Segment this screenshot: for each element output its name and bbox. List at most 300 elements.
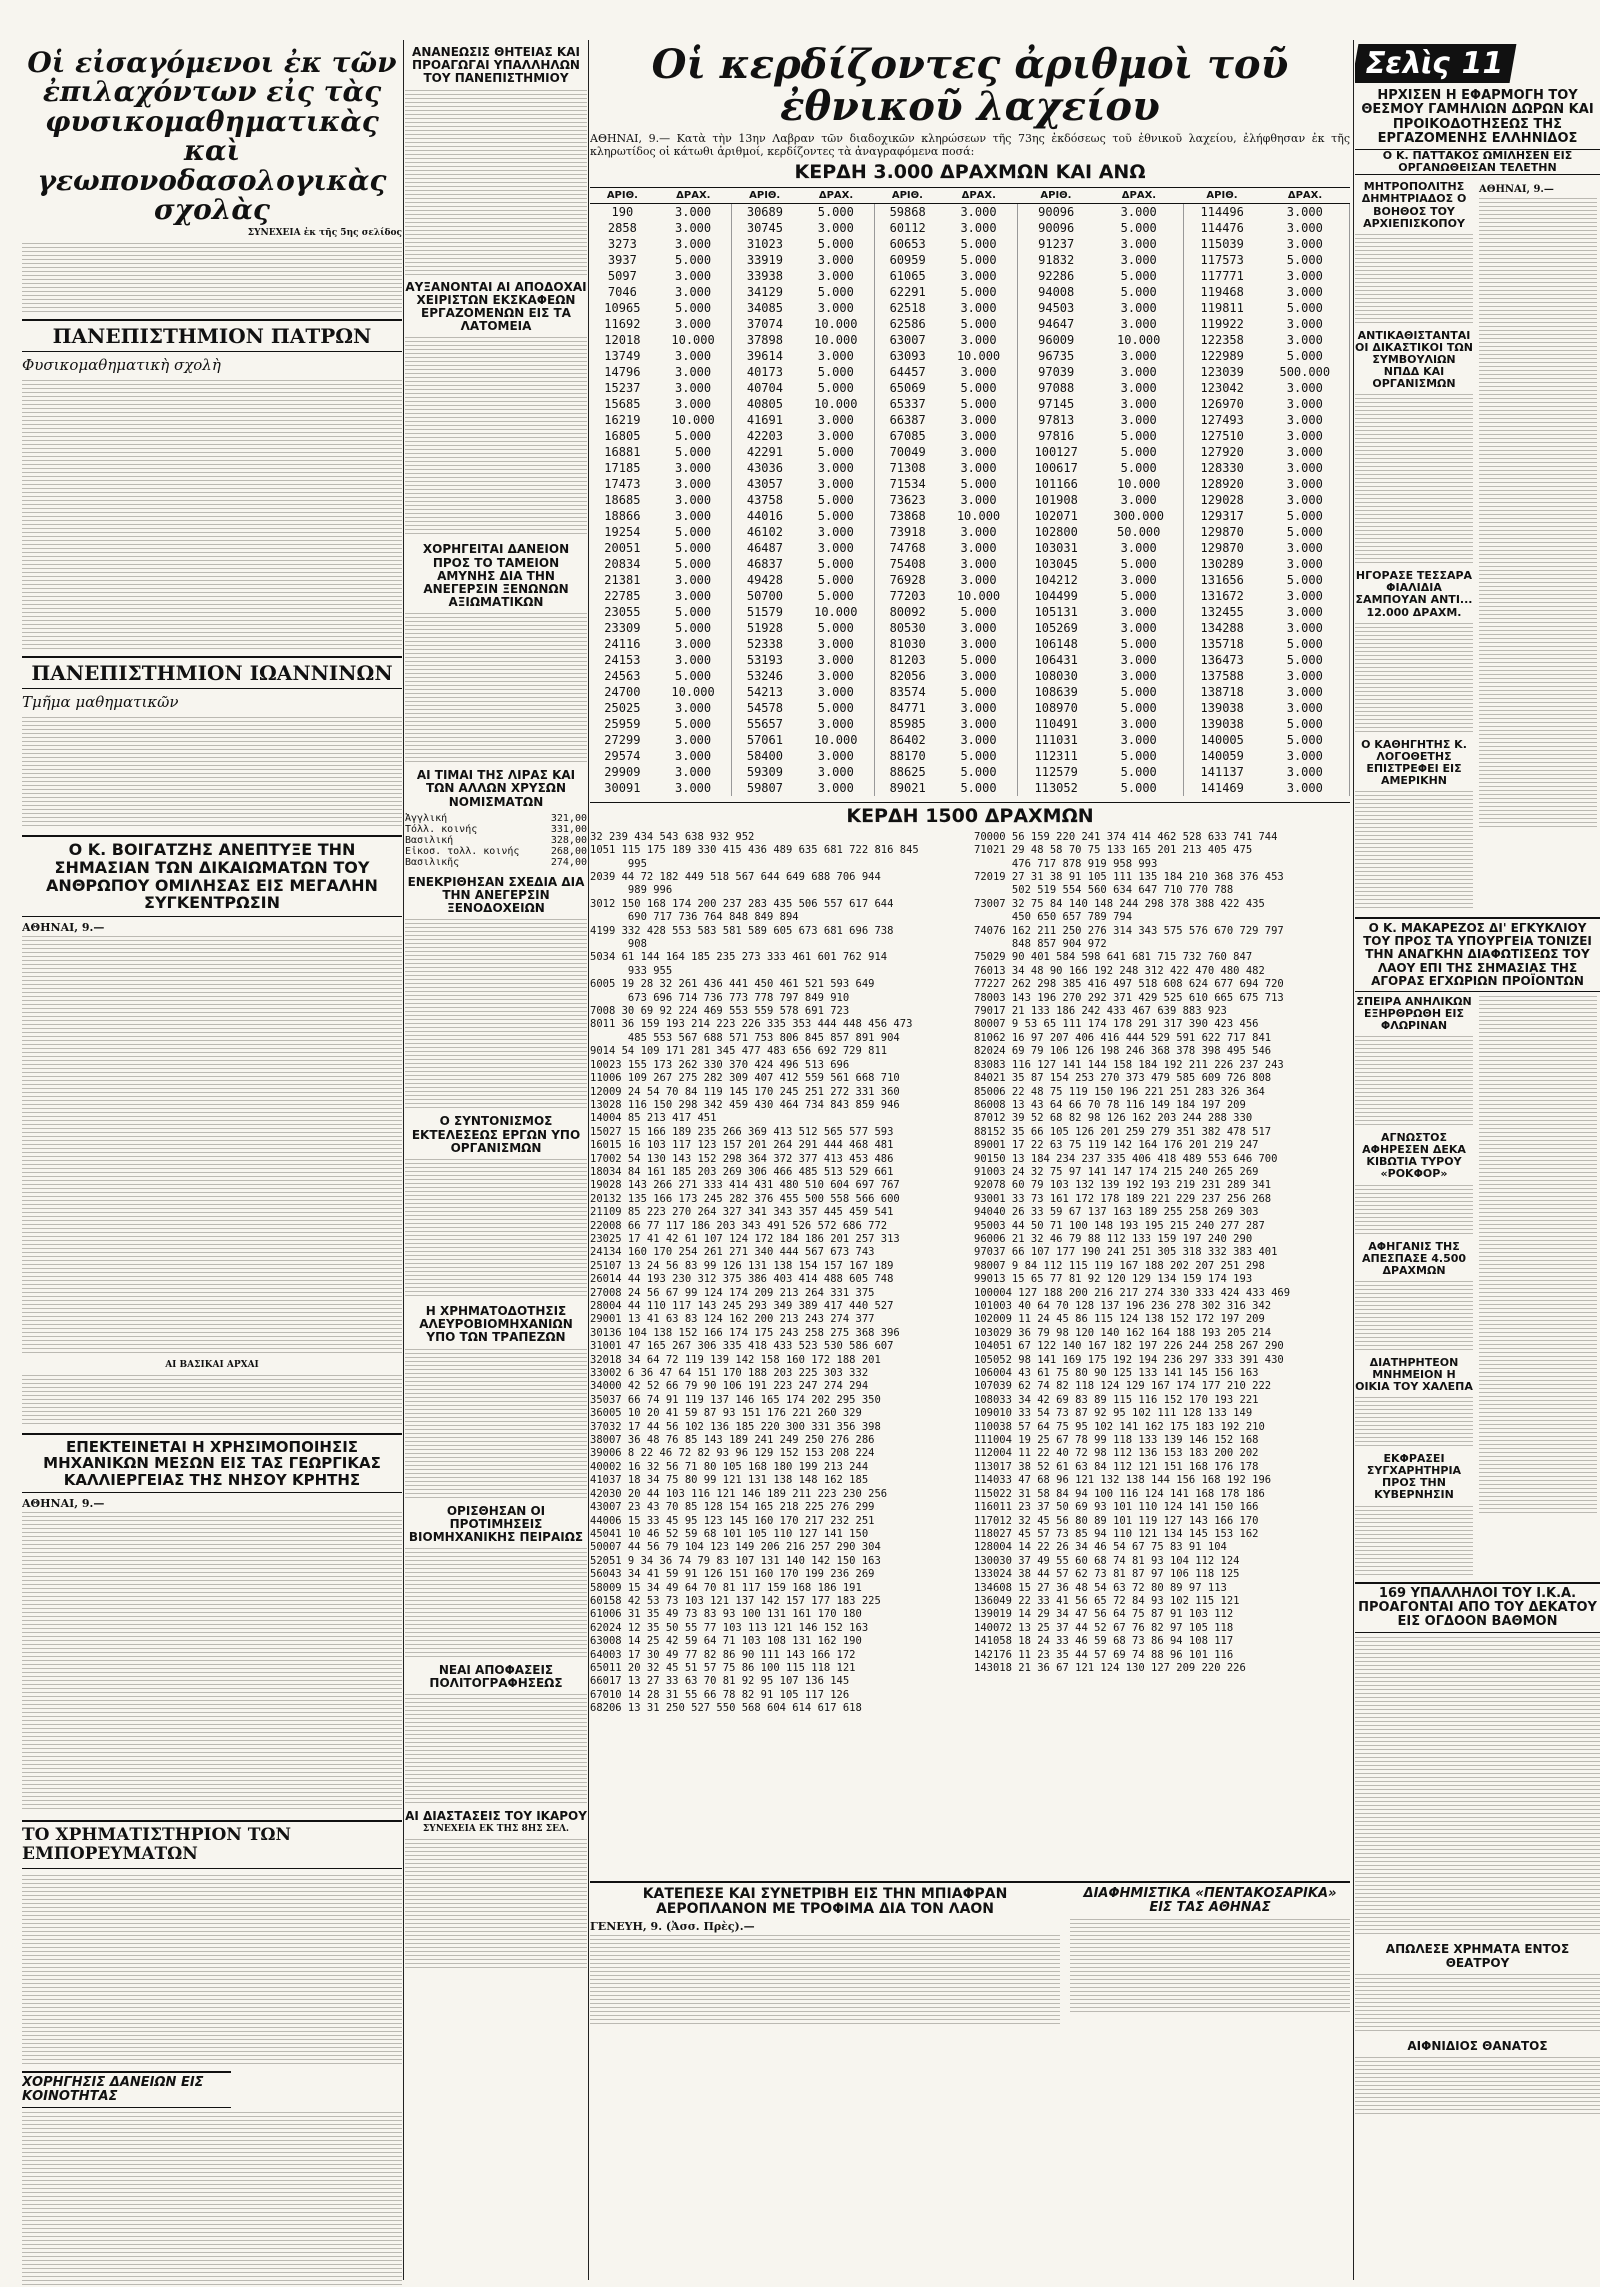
ticket-number: 100127 bbox=[1034, 444, 1078, 459]
prize-amount: 3.000 bbox=[1095, 348, 1184, 364]
prize-amount: 5.000 bbox=[655, 524, 732, 540]
prize-amount: 10.000 bbox=[940, 508, 1017, 524]
prize-amount: 3.000 bbox=[1261, 396, 1350, 412]
prize-amount: 3.000 bbox=[940, 556, 1017, 572]
prize-amount: 3.000 bbox=[1095, 716, 1184, 732]
prize-amount: 3.000 bbox=[1095, 364, 1184, 380]
prize-amount: 3.000 bbox=[1261, 412, 1350, 428]
ticket-number: 24153 bbox=[604, 652, 641, 667]
prize-amount: 3.000 bbox=[655, 492, 732, 508]
prize-amount: 5.000 bbox=[1095, 780, 1184, 796]
prize-amount: 3.000 bbox=[655, 220, 732, 236]
story-ads bbox=[1070, 1887, 1350, 2025]
ticket-number: 59807 bbox=[746, 780, 783, 795]
prize-amount: 3.000 bbox=[1261, 428, 1350, 444]
ticket-number: 102071 bbox=[1034, 508, 1078, 523]
ticket-number: 113052 bbox=[1034, 780, 1078, 795]
ticket-number: 122358 bbox=[1200, 332, 1244, 347]
lottery-col-header: ΔΡΑΧ. bbox=[797, 187, 874, 203]
prize-amount: 3.000 bbox=[1095, 540, 1184, 556]
ticket-number: 83574 bbox=[889, 684, 926, 699]
ticket-number: 108639 bbox=[1034, 684, 1078, 699]
prize-amount: 5.000 bbox=[1095, 428, 1184, 444]
prize-amount: 3.000 bbox=[655, 364, 732, 380]
lottery-sub-1500: ΚΕΡΔΗ 1500 ΔΡΑΧΜΩΝ bbox=[590, 802, 1350, 827]
section-sub-patras: Φυσικομαθηματικὴ σχολὴ bbox=[22, 356, 221, 375]
prize-amount: 3.000 bbox=[940, 524, 1017, 540]
prize-amount: 3.000 bbox=[1261, 556, 1350, 572]
ticket-number: 50700 bbox=[746, 588, 783, 603]
ticket-number: 97816 bbox=[1038, 428, 1075, 443]
prize-amount: 5.000 bbox=[1261, 636, 1350, 652]
ticket-number: 81203 bbox=[889, 652, 926, 667]
prize-amount: 5.000 bbox=[1095, 444, 1184, 460]
prize-amount: 5.000 bbox=[655, 444, 732, 460]
subcolumn-c bbox=[1355, 996, 1473, 1576]
headline-stolen: ΑΦΗΓΑΝΙΣ ΤΗΣ ΑΠΕΣΠΑΣΕ 4.500 ΔΡΑΧΜΩΝ bbox=[1361, 1239, 1467, 1277]
ticket-number: 112311 bbox=[1034, 748, 1078, 763]
ticket-number: 62291 bbox=[889, 284, 926, 299]
article-text bbox=[1355, 2057, 1600, 2117]
ticket-number: 129870 bbox=[1200, 524, 1244, 539]
ticket-number: 89021 bbox=[889, 780, 926, 795]
gold-price-row bbox=[405, 857, 587, 868]
prize-amount: 10.000 bbox=[797, 396, 874, 412]
ticket-number: 20834 bbox=[604, 556, 641, 571]
ticket-number: 24563 bbox=[604, 668, 641, 683]
prize-amount: 3.000 bbox=[1261, 460, 1350, 476]
headline-judges: ΑΝΤΙΚΑΘΙΣΤΑΝΤΑΙ ΟΙ ΔΙΚΑΣΤΙΚΟΙ ΤΩΝ ΣΥΜΒΟΥΛΙΩΝ ΝΠΔΔ ΚΑΙ ΟΡΓΑΝΙΣΜΩΝ bbox=[1355, 328, 1473, 391]
prize-amount: 5.000 bbox=[940, 476, 1017, 492]
table-row bbox=[590, 332, 1350, 348]
prize-amount: 3.000 bbox=[797, 780, 874, 796]
prize-amount: 3.000 bbox=[1261, 444, 1350, 460]
table-row bbox=[590, 684, 1350, 700]
prize-amount: 5.000 bbox=[940, 604, 1017, 620]
table-row bbox=[590, 508, 1350, 524]
ticket-number: 76928 bbox=[889, 572, 926, 587]
prize-amount: 5.000 bbox=[1261, 652, 1350, 668]
prize-amount: 3.000 bbox=[1095, 412, 1184, 428]
prize-amount: 3.000 bbox=[1095, 668, 1184, 684]
ticket-number: 22785 bbox=[604, 588, 641, 603]
prize-amount: 3.000 bbox=[655, 588, 732, 604]
ticket-number: 114476 bbox=[1200, 220, 1244, 235]
article-text bbox=[1355, 1281, 1473, 1351]
article-text bbox=[1355, 791, 1473, 911]
headline-pattakos: Ο Κ. ΠΑΤΤΑΚΟΣ ΩΜΙΛΗΣΕΝ ΕΙΣ ΟΡΓΑΝΩΘΕΙΣΑΝ ΤΕΛΕΤΗΝ bbox=[1355, 149, 1600, 175]
ticket-number: 43057 bbox=[746, 476, 783, 491]
prize-amount: 5.000 bbox=[655, 556, 732, 572]
dateline: ΓΕΝΕΥΗ, 9. (Ἀσσ. Πρὲς).— bbox=[590, 1919, 755, 1933]
prize-amount: 3.000 bbox=[1261, 332, 1350, 348]
ticket-number: 44016 bbox=[746, 508, 783, 523]
ticket-number: 7046 bbox=[607, 284, 637, 299]
prize-amount: 5.000 bbox=[1095, 700, 1184, 716]
ticket-number: 101908 bbox=[1034, 492, 1078, 507]
ticket-number: 30745 bbox=[746, 220, 783, 235]
coin-name: Βασιλικῆς bbox=[405, 856, 460, 868]
ticket-number: 73868 bbox=[889, 508, 926, 523]
prize-amount: 3.000 bbox=[940, 540, 1017, 556]
article-text bbox=[405, 613, 587, 763]
ticket-number: 3273 bbox=[607, 236, 637, 251]
ticket-number: 130289 bbox=[1200, 556, 1244, 571]
ticket-number: 18866 bbox=[604, 508, 641, 523]
ticket-number: 104499 bbox=[1034, 588, 1078, 603]
ticket-number: 114496 bbox=[1200, 204, 1244, 219]
lottery-small-left: 32 239 434 543 638 932 952 1051 115 175 189 330 415 436 489 635 681 722 816 845 995 2039 44 72 182 449 518 567 644 649 688 706 944 989 996 3012 150 168 174 200 237 283 435 506 557 617 644 690 717 736 764 848 849 894 4199 332 428 553 583 581 589 605 673 681 696 738 908 5034 61 144 164 185 235 273 333 461 601 762 914 933 955 6005 19 28 32 261 436 441 450 461 521 593 649 673 696 714 736 773 778 797 849 910 7008 30 69 92 224 469 553 559 578 691 723 8011 36 159 193 214 223 226 335 353 444 448 456 473 485 553 567 688 571 753 806 845 857 891 904 9014 54 109 171 281 345 477 483 656 692 729 811 10023 155 173 262 330 370 424 496 513 696 11006 109 267 275 282 309 407 412 559 561 668 710 12009 24 54 70 84 119 145 170 245 251 272 331 360 13028 116 150 298 342 459 430 464 734 843 859 946 14004 85 213 417 451 15027 15 166 189 235 266 369 413 512 565 577 593 16015 16 103 117 123 157 201 264 291 444 468 481 17002 54 130 143 152 298 364 372 377 413 453 486 18034 84 161 185 203 269 306 466 485 513 529 661 19028 143 266 271 333 414 431 480 510 604 697 767 20132 135 166 173 245 282 376 455 500 558 566 600 21109 85 223 270 264 327 341 343 357 445 459 541 22008 66 77 117 186 203 343 491 526 572 686 772 23025 17 41 42 61 107 124 172 184 186 201 257 313 24134 160 170 254 261 271 340 444 567 673 743 25107 13 24 56 83 99 126 131 138 154 157 167 189 26014 44 193 230 312 375 386 403 414 488 605 748 27008 24 56 67 99 124 174 209 213 264 331 375 28004 44 110 117 143 245 293 349 389 417 440 527 29001 13 41 63 83 124 162 200 213 243 274 377 30136 104 138 152 166 174 175 243 258 275 368 396 31001 47 165 267 306 335 418 433 523 530 586 607 32018 34 64 72 119 139 142 158 160 172 188 201 33002 6 36 47 64 151 170 188 203 225 303 332 34000 42 52 66 79 90 106 191 223 247 274 294 35037 66 74 91 119 137 146 165 174 202 295 350 36005 10 20 41 59 87 93 151 176 221 260 329 37032 17 44 56 102 136 185 220 300 331 356 398 38007 36 48 76 85 143 189 241 249 250 276 286 39006 8 22 46 72 82 93 96 129 152 153 208 224 40002 16 32 56 71 80 105 168 180 199 213 244 41037 18 34 75 80 99 121 131 138 148 162 185 42030 20 44 103 116 121 146 189 211 223 230 256 43007 23 43 70 85 128 154 165 218 225 276 299 44006 15 33 45 95 123 145 160 170 217 232 251 45041 10 46 52 59 68 101 105 110 127 141 150 50007 44 56 79 104 123 149 206 216 257 290 304 52051 9 34 36 74 79 83 107 131 140 142 150 163 56043 34 41 59 91 126 151 160 170 199 236 269 58009 15 34 49 64 70 81 117 159 168 186 191 60158 42 53 73 103 121 137 142 157 177 183 225 61006 31 35 49 73 83 93 100 131 161 170 180 62024 12 35 50 55 77 103 113 121 146 152 163 63008 14 25 42 59 64 71 103 108 131 162 190 64003 17 30 49 77 82 86 90 111 143 166 172 65011 20 32 45 51 57 75 86 100 115 118 121 66017 13 27 33 63 70 81 92 95 107 136 145 67010 14 28 31 55 66 78 82 91 105 117 126 68206 13 31 250 527 550 568 604 614 617 618 bbox=[590, 830, 919, 1715]
ticket-number: 86402 bbox=[889, 732, 926, 747]
prize-amount: 5.000 bbox=[1095, 284, 1184, 300]
ticket-number: 40173 bbox=[746, 364, 783, 379]
ticket-number: 49428 bbox=[746, 572, 783, 587]
ticket-number: 64457 bbox=[889, 364, 926, 379]
prize-amount: 5.000 bbox=[655, 716, 732, 732]
prize-amount: 3.000 bbox=[940, 700, 1017, 716]
headline-metropolitan: ΜΗΤΡΟΠΟΛΙΤΗΣ ΔΗΜΗΤΡΙΑΔΟΣ Ο ΒΟΗΘΟΣ ΤΟΥ ΑΡΧΙΕΠΙΣΚΟΠΟΥ bbox=[1361, 180, 1467, 230]
coin-name: Τόλλ. κοινής bbox=[405, 823, 478, 835]
lottery-small-right: 70000 56 159 220 241 374 414 462 528 633 741 744 71021 29 48 58 70 75 133 165 201 213 405 475 476 717 878 919 958 993 72019 27 31 38 91 105 111 135 184 210 368 376 453 502 519 554 560 634 647 710 770 788 73007 32 75 84 140 148 244 298 378 388 422 435 450 650 657 789 794 74076 162 211 250 276 314 343 575 576 670 729 797 848 857 904 972 75029 90 401 584 598 641 681 715 732 760 847 76013 34 48 90 166 192 248 312 422 470 480 482 77227 262 298 385 416 497 518 608 624 677 694 720 78003 143 196 270 292 371 429 525 610 665 675 713 79017 21 133 186 242 433 467 639 883 923 80007 9 53 65 111 174 178 291 317 390 423 456 81062 16 97 207 406 416 444 529 591 622 717 841 82024 69 79 106 126 198 246 368 378 398 495 546 83083 116 127 141 144 158 184 192 211 226 237 243 84021 35 87 154 253 270 373 479 585 609 726 808 85006 22 48 75 119 150 196 221 251 283 326 364 86008 13 43 64 66 70 78 116 149 184 197 209 87012 39 52 68 82 98 126 162 203 244 288 330 88152 35 66 105 126 201 259 279 351 382 478 517 89001 17 22 63 75 119 142 164 176 201 219 247 90150 13 184 234 237 335 406 418 489 553 646 700 91003 24 32 75 97 141 147 174 215 240 265 269 92078 60 79 103 132 139 192 193 219 231 289 341 93001 33 73 161 172 178 189 221 229 237 256 268 94040 26 33 59 67 137 163 189 255 258 269 303 95003 44 50 71 100 148 193 195 215 240 277 287 96006 21 32 46 79 88 112 133 159 197 240 290 97037 66 107 177 190 241 251 305 318 332 383 401 98007 9 84 112 115 119 167 188 202 207 251 298 99013 15 65 77 81 92 120 129 134 159 174 193 100004 127 188 200 216 217 274 330 333 424 433 469 101003 40 64 70 128 137 196 236 278 302 316 342 102009 11 24 45 86 115 124 138 152 172 197 209 103029 36 79 98 120 140 162 164 188 193 205 214 104051 67 122 140 167 182 197 226 244 258 267 290 105052 98 141 169 175 192 194 236 297 333 391 430 106004 43 61 75 80 90 125 133 141 145 156 163 107039 62 74 82 118 124 129 167 174 177 210 222 108033 34 42 69 83 89 115 116 152 170 193 221 109010 33 54 73 87 92 95 102 111 128 133 149 110038 57 64 75 95 102 141 162 175 183 192 210 111004 19 25 67 78 99 118 133 139 146 152 168 112004 11 22 40 72 98 112 136 153 183 200 202 113017 38 52 61 63 84 112 121 151 168 176 178 114033 47 68 96 121 132 138 144 156 168 192 196 115022 31 58 84 94 100 116 124 141 168 178 186 116011 23 37 50 69 93 101 110 124 141 150 166 117012 32 45 56 80 89 101 119 127 143 166 170 118027 45 57 73 85 94 110 121 134 145 153 162 128004 14 22 26 34 46 54 67 75 83 91 104 130030 37 49 55 60 68 74 81 93 104 112 124 133024 38 44 57 62 73 81 87 97 106 118 125 134608 15 27 36 48 54 63 72 80 89 97 113 136049 22 33 41 56 65 72 84 93 102 115 121 139019 14 29 34 47 56 64 75 87 91 103 112 140072 13 25 37 44 52 67 76 82 97 105 118 141058 18 24 33 46 59 68 73 86 94 108 117 142176 11 23 35 44 57 69 74 88 96 101 116 143018 21 36 67 121 124 130 127 209 220 226 bbox=[974, 830, 1291, 1674]
prize-amount: 3.000 bbox=[1095, 316, 1184, 332]
prize-amount: 10.000 bbox=[655, 412, 732, 428]
prize-amount: 3.000 bbox=[797, 636, 874, 652]
lottery-small-grid bbox=[590, 831, 1350, 1881]
prize-amount: 3.000 bbox=[797, 412, 874, 428]
ticket-number: 106148 bbox=[1034, 636, 1078, 651]
ticket-number: 41691 bbox=[746, 412, 783, 427]
prize-amount: 5.000 bbox=[1261, 732, 1350, 748]
table-row bbox=[590, 572, 1350, 588]
lottery-sub-3000: ΚΕΡΔΗ 3.000 ΔΡΑΧΜΩΝ ΚΑΙ ΑΝΩ bbox=[794, 161, 1146, 183]
article-text bbox=[590, 1935, 1060, 2025]
lottery-col-header: ΑΡΙΘ. bbox=[590, 187, 655, 203]
prize-amount: 5.000 bbox=[655, 620, 732, 636]
ticket-number: 115039 bbox=[1200, 236, 1244, 251]
ticket-number: 11692 bbox=[604, 316, 641, 331]
ticket-number: 81030 bbox=[889, 636, 926, 651]
prize-amount: 5.000 bbox=[797, 444, 874, 460]
ticket-number: 40704 bbox=[746, 380, 783, 395]
ticket-number: 90096 bbox=[1038, 204, 1075, 219]
prize-amount: 5.000 bbox=[1261, 252, 1350, 268]
table-row bbox=[590, 476, 1350, 492]
prize-amount: 3.000 bbox=[655, 476, 732, 492]
ticket-number: 16881 bbox=[604, 444, 641, 459]
ticket-number: 17473 bbox=[604, 476, 641, 491]
ticket-number: 70049 bbox=[889, 444, 926, 459]
prize-amount: 3.000 bbox=[655, 460, 732, 476]
ticket-number: 16219 bbox=[604, 412, 641, 427]
prize-amount: 10.000 bbox=[1095, 332, 1184, 348]
prize-amount: 3.000 bbox=[940, 460, 1017, 476]
lottery-table-body bbox=[590, 203, 1350, 796]
prize-amount: 5.000 bbox=[1095, 268, 1184, 284]
prize-amount: 300.000 bbox=[1095, 508, 1184, 524]
ticket-number: 65069 bbox=[889, 380, 926, 395]
prize-amount: 3.000 bbox=[1261, 588, 1350, 604]
article-text bbox=[22, 243, 402, 313]
prize-amount: 5.000 bbox=[1095, 636, 1184, 652]
prize-amount: 3.000 bbox=[1095, 203, 1184, 220]
table-row bbox=[590, 588, 1350, 604]
table-row bbox=[590, 268, 1350, 284]
prize-amount: 5.000 bbox=[940, 652, 1017, 668]
ticket-number: 132455 bbox=[1200, 604, 1244, 619]
prize-amount: 5.000 bbox=[1261, 572, 1350, 588]
coin-price: 331,00 bbox=[550, 823, 587, 835]
prize-amount: 5.000 bbox=[1095, 220, 1184, 236]
ticket-number: 25959 bbox=[604, 716, 641, 731]
ticket-number: 37074 bbox=[746, 316, 783, 331]
prize-amount: 3.000 bbox=[1095, 252, 1184, 268]
prize-amount: 3.000 bbox=[797, 652, 874, 668]
ticket-number: 129028 bbox=[1200, 492, 1244, 507]
coin-price: 268,00 bbox=[550, 845, 587, 857]
ticket-number: 94008 bbox=[1038, 284, 1075, 299]
subcolumn-b bbox=[1479, 181, 1597, 911]
bottom-stories bbox=[590, 1881, 1350, 2025]
ticket-number: 138718 bbox=[1200, 684, 1244, 699]
ticket-number: 33919 bbox=[746, 252, 783, 267]
ticket-number: 57061 bbox=[746, 732, 783, 747]
ticket-number: 51579 bbox=[746, 604, 783, 619]
ticket-number: 126970 bbox=[1200, 396, 1244, 411]
ticket-number: 15685 bbox=[604, 396, 641, 411]
ticket-number: 73918 bbox=[889, 524, 926, 539]
headline-university-staff: ΑΝΑΝΕΩΣΙΣ ΘΗΤΕΙΑΣ ΚΑΙ ΠΡΟΑΓΩΓΑΙ ΥΠΑΛΛΗΛΩΝ ΤΟΥ ΠΑΝΕΠΙΣΤΗΜΙΟΥ bbox=[412, 45, 580, 86]
ticket-number: 53246 bbox=[746, 668, 783, 683]
prize-amount: 5.000 bbox=[1261, 716, 1350, 732]
coin-price: 274,00 bbox=[550, 856, 587, 868]
prize-amount: 3.000 bbox=[797, 460, 874, 476]
ticket-number: 67085 bbox=[889, 428, 926, 443]
ticket-number: 63007 bbox=[889, 332, 926, 347]
prize-amount: 3.000 bbox=[1261, 284, 1350, 300]
prize-amount: 5.000 bbox=[797, 572, 874, 588]
table-row bbox=[590, 364, 1350, 380]
prize-amount: 3.000 bbox=[1261, 700, 1350, 716]
coin-name: Ἀγγλική bbox=[405, 812, 448, 824]
subcolumn-a bbox=[1355, 181, 1473, 911]
lottery-table bbox=[590, 187, 1350, 796]
column-right bbox=[1355, 40, 1600, 2287]
ticket-number: 106431 bbox=[1034, 652, 1078, 667]
ticket-number: 71308 bbox=[889, 460, 926, 475]
ticket-number: 14796 bbox=[604, 364, 641, 379]
ticket-number: 24700 bbox=[604, 684, 641, 699]
ticket-number: 88170 bbox=[889, 748, 926, 763]
ticket-number: 71534 bbox=[889, 476, 926, 491]
ticket-number: 59309 bbox=[746, 764, 783, 779]
ticket-number: 102800 bbox=[1034, 524, 1078, 539]
prize-amount: 5.000 bbox=[655, 604, 732, 620]
ticket-number: 37898 bbox=[746, 332, 783, 347]
prize-amount: 3.000 bbox=[655, 203, 732, 220]
headline-coordination: Ο ΣΥΝΤΟΝΙΣΜΟΣ ΕΚΤΕΛΕΣΕΩΣ ΕΡΓΩΝ ΥΠΟ ΟΡΓΑΝΙΣΜΩΝ bbox=[411, 1114, 581, 1155]
headline-gold-prices: ΑΙ ΤΙΜΑΙ ΤΗΣ ΛΙΡΑΣ ΚΑΙ ΤΩΝ ΑΛΛΩΝ ΧΡΥΣΩΝ ΝΟΜΙΣΜΑΤΩΝ bbox=[416, 768, 576, 809]
prize-amount: 3.000 bbox=[655, 268, 732, 284]
prize-amount: 5.000 bbox=[940, 252, 1017, 268]
prize-amount: 5.000 bbox=[655, 300, 732, 316]
prize-amount: 3.000 bbox=[1261, 604, 1350, 620]
headline-chalepas: ΔΙΑΤΗΡΗΤΕΟΝ ΜΝΗΜΕΙΟΝ Η ΟΙΚΙΑ ΤΟΥ ΧΑΛΕΠΑ bbox=[1355, 1355, 1473, 1394]
ticket-number: 127510 bbox=[1200, 428, 1244, 443]
ticket-number: 29909 bbox=[604, 764, 641, 779]
prize-amount: 10.000 bbox=[797, 604, 874, 620]
ticket-number: 91832 bbox=[1038, 252, 1075, 267]
prize-amount: 3.000 bbox=[797, 220, 874, 236]
ticket-number: 135718 bbox=[1200, 636, 1244, 651]
table-row bbox=[590, 284, 1350, 300]
headline-voigt: Ο Κ. ΒΟΙΓΑΤΖΗΣ ΑΝΕΠΤΥΞΕ ΤΗΝ ΣΗΜΑΣΙΑΝ ΤΩΝ ΔΙΚΑΙΩΜΑΤΩΝ ΤΟΥ ΑΝΘΡΩΠΟΥ ΟΜΙΛΗΣΑΣ ΕΙΣ ΜΕΓΑΛΗΝ ΣΥΓΚΕΝΤΡΩΣΙΝ bbox=[22, 835, 402, 916]
lottery-col-header: ΔΡΑΧ. bbox=[940, 187, 1017, 203]
prize-amount: 5.000 bbox=[1261, 348, 1350, 364]
ticket-number: 42203 bbox=[746, 428, 783, 443]
prize-amount: 3.000 bbox=[1261, 780, 1350, 796]
ticket-number: 129870 bbox=[1200, 540, 1244, 555]
ticket-number: 18685 bbox=[604, 492, 641, 507]
gold-price-row bbox=[405, 846, 587, 857]
prize-amount: 3.000 bbox=[797, 348, 874, 364]
article-text bbox=[405, 1694, 587, 1804]
lottery-col-header: ΑΡΙΘ. bbox=[1183, 187, 1260, 203]
column-rule bbox=[1353, 40, 1354, 2280]
table-row bbox=[590, 492, 1350, 508]
ticket-number: 63093 bbox=[889, 348, 926, 363]
section-title-ioannina: ΠΑΝΕΠΙΣΤΗΜΙΟΝ ΙΩΑΝΝΙΝΩΝ bbox=[22, 656, 402, 689]
ticket-number: 84771 bbox=[889, 700, 926, 715]
prize-amount: 5.000 bbox=[797, 492, 874, 508]
prize-amount: 5.000 bbox=[655, 252, 732, 268]
table-row bbox=[590, 636, 1350, 652]
ticket-number: 52338 bbox=[746, 636, 783, 651]
prize-amount: 3.000 bbox=[1261, 492, 1350, 508]
ticket-number: 17185 bbox=[604, 460, 641, 475]
story-biafra bbox=[590, 1887, 1060, 2025]
prize-amount: 3.000 bbox=[655, 780, 732, 796]
dateline: ΑΘΗΝΑΙ, 9.— bbox=[22, 920, 105, 934]
prize-amount: 5.000 bbox=[940, 236, 1017, 252]
article-text bbox=[22, 380, 402, 650]
ticket-number: 80092 bbox=[889, 604, 926, 619]
table-row bbox=[590, 540, 1350, 556]
ticket-number: 123042 bbox=[1200, 380, 1244, 395]
article-text bbox=[22, 1375, 402, 1425]
table-row bbox=[590, 748, 1350, 764]
dateline: ΑΘΗΝΑΙ, 9.— bbox=[22, 1497, 105, 1511]
table-row bbox=[590, 716, 1350, 732]
table-row bbox=[590, 700, 1350, 716]
ticket-number: 46837 bbox=[746, 556, 783, 571]
prize-amount: 50.000 bbox=[1095, 524, 1184, 540]
coin-name: Βασιλική bbox=[405, 834, 454, 846]
subheading: ΑΙ ΒΑΣΙΚΑΙ ΑΡΧΑΙ bbox=[165, 1359, 259, 1370]
prize-amount: 3.000 bbox=[1095, 380, 1184, 396]
ticket-number: 58400 bbox=[746, 748, 783, 763]
ticket-number: 60653 bbox=[889, 236, 926, 251]
table-row bbox=[590, 252, 1350, 268]
prize-amount: 3.000 bbox=[940, 300, 1017, 316]
headline-logothetis: Ο ΚΑΘΗΓΗΤΗΣ Κ. ΛΟΓΟΘΕΤΗΣ ΕΠΙΣΤΡΕΦΕΙ ΕΙΣ ΑΜΕΡΙΚΗΝ bbox=[1361, 737, 1467, 787]
ticket-number: 24116 bbox=[604, 636, 641, 651]
ticket-number: 104212 bbox=[1034, 572, 1078, 587]
article-text bbox=[405, 337, 587, 537]
prize-amount: 5.000 bbox=[797, 508, 874, 524]
table-row bbox=[590, 236, 1350, 252]
prize-amount: 5.000 bbox=[655, 428, 732, 444]
ticket-number: 128920 bbox=[1200, 476, 1244, 491]
prize-amount: 3.000 bbox=[655, 732, 732, 748]
ticket-number: 5097 bbox=[607, 268, 637, 283]
ticket-number: 13749 bbox=[604, 348, 641, 363]
prize-amount: 3.000 bbox=[1261, 620, 1350, 636]
prize-amount: 10.000 bbox=[655, 332, 732, 348]
table-row bbox=[590, 203, 1350, 220]
prize-amount: 3.000 bbox=[797, 540, 874, 556]
article-text bbox=[405, 919, 587, 1109]
prize-amount: 5.000 bbox=[797, 620, 874, 636]
prize-amount: 3.000 bbox=[1095, 492, 1184, 508]
prize-amount: 3.000 bbox=[1261, 203, 1350, 220]
ticket-number: 139038 bbox=[1200, 716, 1244, 731]
article-text bbox=[22, 1512, 402, 1812]
prize-amount: 3.000 bbox=[1095, 620, 1184, 636]
prize-amount: 5.000 bbox=[797, 380, 874, 396]
prize-amount: 3.000 bbox=[1261, 476, 1350, 492]
article-text bbox=[1355, 1185, 1473, 1235]
ticket-number: 92286 bbox=[1038, 268, 1075, 283]
ticket-number: 60112 bbox=[889, 220, 926, 235]
article-text bbox=[1355, 394, 1473, 564]
prize-amount: 3.000 bbox=[940, 636, 1017, 652]
ticket-number: 131672 bbox=[1200, 588, 1244, 603]
prize-amount: 3.000 bbox=[1261, 748, 1350, 764]
ticket-number: 94503 bbox=[1038, 300, 1075, 315]
prize-amount: 5.000 bbox=[1095, 684, 1184, 700]
prize-amount: 5.000 bbox=[797, 588, 874, 604]
ticket-number: 103045 bbox=[1034, 556, 1078, 571]
ticket-number: 117771 bbox=[1200, 268, 1244, 283]
ticket-number: 42291 bbox=[746, 444, 783, 459]
prize-amount: 5.000 bbox=[797, 700, 874, 716]
headline-florina: ΣΠΕΙΡΑ ΑΝΗΛΙΚΩΝ ΕΞΗΡΘΡΩΘΗ ΕΙΣ ΦΛΩΡΙΝΑΝ bbox=[1356, 994, 1472, 1033]
ticket-number: 96735 bbox=[1038, 348, 1075, 363]
ticket-number: 60959 bbox=[889, 252, 926, 267]
ticket-number: 140005 bbox=[1200, 732, 1244, 747]
column-lottery bbox=[590, 40, 1350, 2287]
ticket-number: 43758 bbox=[746, 492, 783, 507]
prize-amount: 5.000 bbox=[797, 284, 874, 300]
ticket-number: 66387 bbox=[889, 412, 926, 427]
prize-amount: 5.000 bbox=[940, 684, 1017, 700]
ticket-number: 62518 bbox=[889, 300, 926, 315]
ticket-number: 12018 bbox=[604, 332, 641, 347]
prize-amount: 5.000 bbox=[1095, 764, 1184, 780]
prize-amount: 5.000 bbox=[1095, 460, 1184, 476]
prize-amount: 3.000 bbox=[797, 716, 874, 732]
subcolumn-d bbox=[1479, 996, 1597, 1576]
article-text bbox=[1355, 234, 1473, 324]
ticket-number: 10965 bbox=[604, 300, 641, 315]
ticket-number: 65337 bbox=[889, 396, 926, 411]
prize-amount: 3.000 bbox=[655, 636, 732, 652]
prize-amount: 5.000 bbox=[797, 236, 874, 252]
headline-wedding-gifts: ΗΡΧΙΣΕΝ Η ΕΦΑΡΜΟΓΗ ΤΟΥ ΘΕΣΜΟΥ ΓΑΜΗΛΙΩΝ ΔΩΡΩΝ ΚΑΙ ΠΡΟΙΚΟΔΟΤΗΣΕΩΣ ΤΗΣ ΕΡΓΑΖΟΜΕΝΗΣ ΕΛΛΗΝΙΔΟΣ bbox=[1361, 88, 1594, 146]
article-text bbox=[1479, 198, 1597, 828]
ticket-number: 40805 bbox=[746, 396, 783, 411]
column-second bbox=[405, 40, 587, 2287]
